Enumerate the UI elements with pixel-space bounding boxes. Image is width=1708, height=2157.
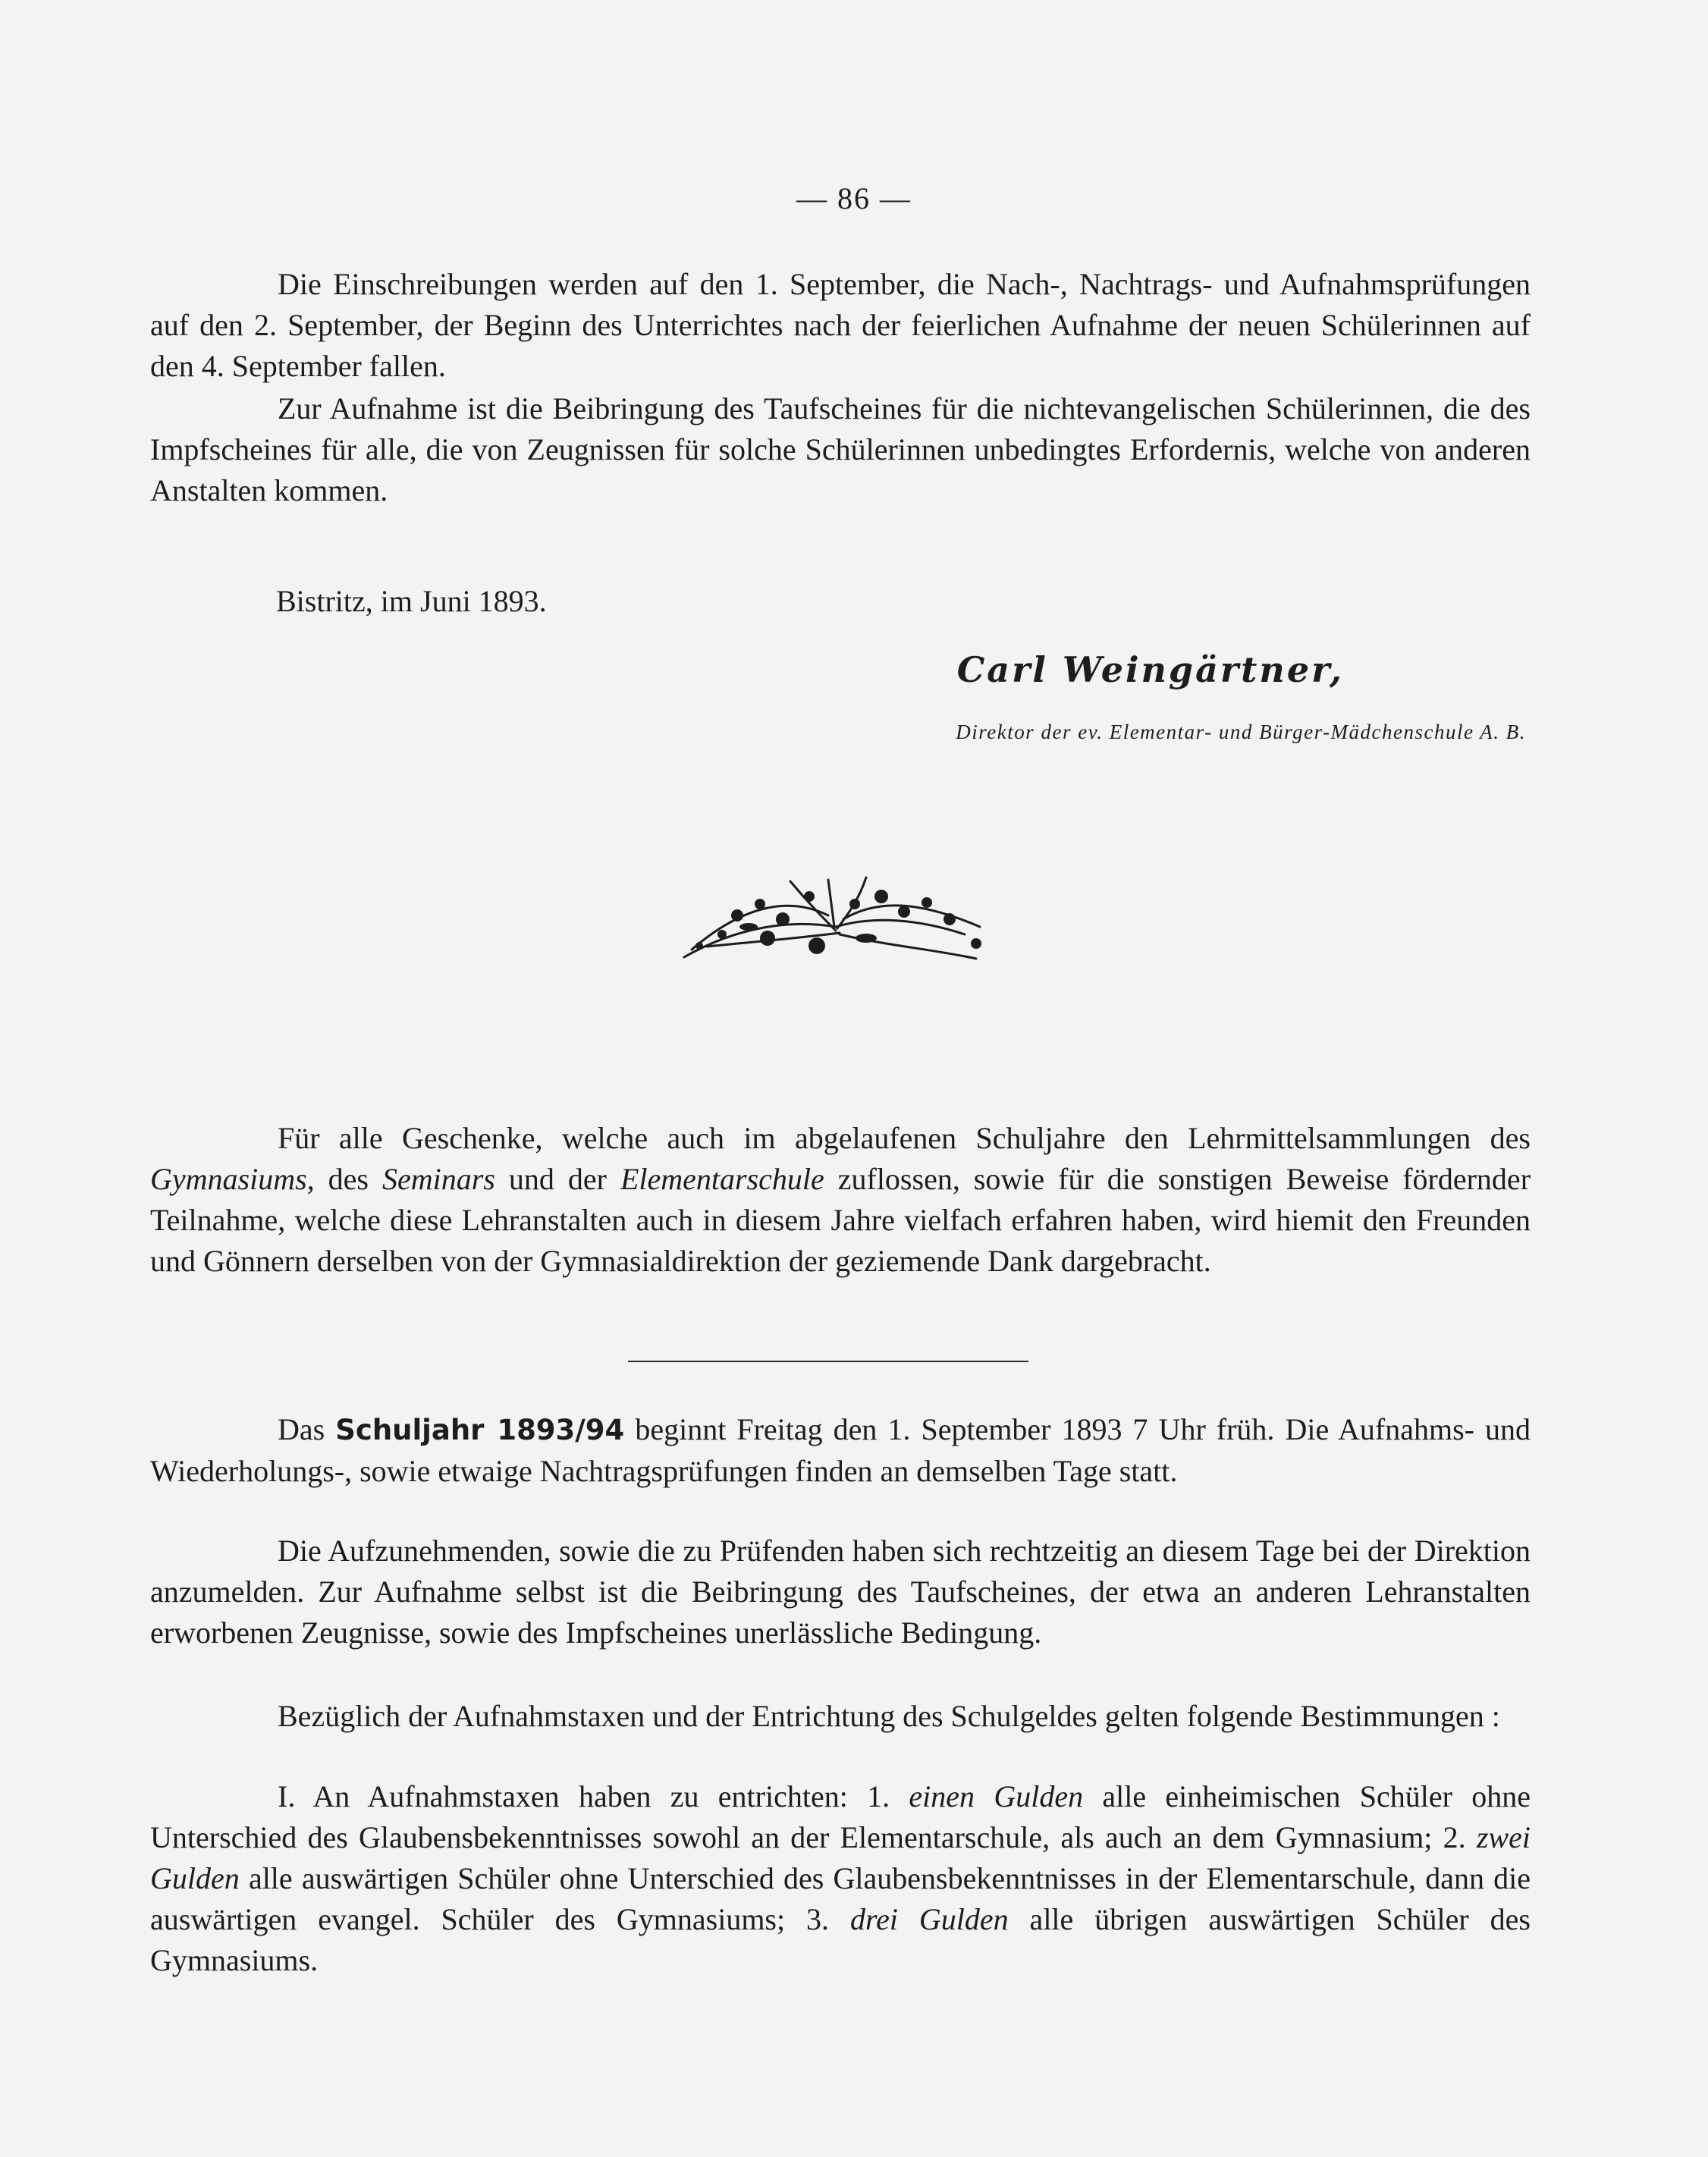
paragraph-text: Zur Aufnahme ist die Beibringung des Taufscheines für die nichtevangelischen Schülerinnen, die des Impfscheines für alle, die von Zeugnissen für solche Schülerinnen unbedingtes Erfordernis, welche von anderen Anstalten kommen. (150, 391, 1531, 507)
text-run: Das (278, 1412, 336, 1446)
paragraph-text (150, 1409, 1531, 1492)
section-divider (628, 1361, 1028, 1362)
paragraph-text: Die Aufzunehmenden, sowie die zu Prüfenden haben sich rechtzeitig an diesem Tage bei der Direktion anzumelden. Zur Aufnahme selbst ist die Beibringung des Taufscheines, der etwa an anderen Lehranstalten erworbenen Zeugnisse, sowie des Impfscheines unerlässliche Bedingung. (150, 1534, 1531, 1650)
emphasis-einen-gulden: einen Gulden (909, 1779, 1084, 1813)
text-run: Für alle Geschenke, welche auch im abgelaufenen Schuljahre den Lehrmittelsammlungen des (278, 1121, 1531, 1155)
paragraph-bezueglich (150, 1696, 1531, 1737)
text-run: I. An Aufnahmstaxen haben zu entrichten: 1. (278, 1779, 909, 1813)
paragraph-schuljahr (150, 1409, 1531, 1492)
signature-name: Carl Weingärtner, (956, 649, 1344, 690)
signature-title: Direktor der ev. Elementar- und Bürger-Mädchenschule A. B. (956, 721, 1526, 743)
emphasis-seminars: Seminars (381, 1162, 495, 1196)
emphasis-elementarschule: Elementarschule (620, 1162, 824, 1196)
emphasis-zwei-gulden: zwei Gulden (150, 1820, 1531, 1895)
text-run: beginnt Freitag den 1. September 1893 7 Uhr früh. Die Aufnahms- und Wiederholungs-, sowie etwaige Nachtragsprüfungen finden an demselben Tage statt. (150, 1412, 1531, 1488)
text-run: alle auswärtigen Schüler ohne Unterschied des Glaubensbekenntnisses in der Elementarschule, dann die auswärtigen evangel. Schüler des Gymnasiums; 3. (150, 1861, 1531, 1936)
emphasis-gymnasiums: Gymnasiums, (150, 1162, 315, 1196)
text-run: alle einheimischen Schüler ohne Unterschied des Glaubensbekenntnisses sowohl an der Elementarschule, als auch an dem Gymnasium; 2. (150, 1779, 1531, 1854)
text-run: alle übrigen auswärtigen Schüler des Gymnasiums. (150, 1902, 1531, 1977)
emphasis-drei-gulden: drei Gulden (849, 1902, 1009, 1936)
text-run: des (314, 1162, 382, 1196)
schuljahr-heading: Schuljahr 1893/94 (335, 1414, 625, 1446)
floral-ornament-icon (677, 874, 995, 965)
paragraph-aufnahme (150, 388, 1531, 511)
page-number: — 86 — (796, 181, 912, 215)
paragraph-einschreibungen (150, 264, 1531, 387)
paragraph-dank (150, 1118, 1531, 1282)
paragraph-aufnahmstaxen (150, 1776, 1531, 1981)
paragraph-aufzunehmende (150, 1531, 1531, 1653)
text-run: zuflossen, sowie für die sonstigen Beweise fördernder Teilnahme, welche diese Lehranstalten auch in diesem Jahre vielfach erfahren haben, wird hiemit den Freunden und Gönnern derselben von der Gymnasialdirektion der geziemende Dank dargebracht. (150, 1162, 1531, 1278)
paragraph-text: Bezüglich der Aufnahmstaxen und der Entrichtung des Schulgeldes gelten folgende Bestimmungen : (278, 1699, 1500, 1733)
text-run: und der (495, 1162, 620, 1196)
paragraph-text: Die Einschreibungen werden auf den 1. September, die Nach-, Nachtrags- und Aufnahmsprüfungen auf den 2. September, der Beginn des Unterrichtes nach der feierlichen Aufnahme der neuen Schülerinnen auf den 4. September fallen. (150, 267, 1531, 383)
paragraph-text (150, 1776, 1531, 1981)
paragraph-text (150, 1118, 1531, 1282)
date-line: Bistritz, im Juni 1893. (276, 584, 547, 618)
